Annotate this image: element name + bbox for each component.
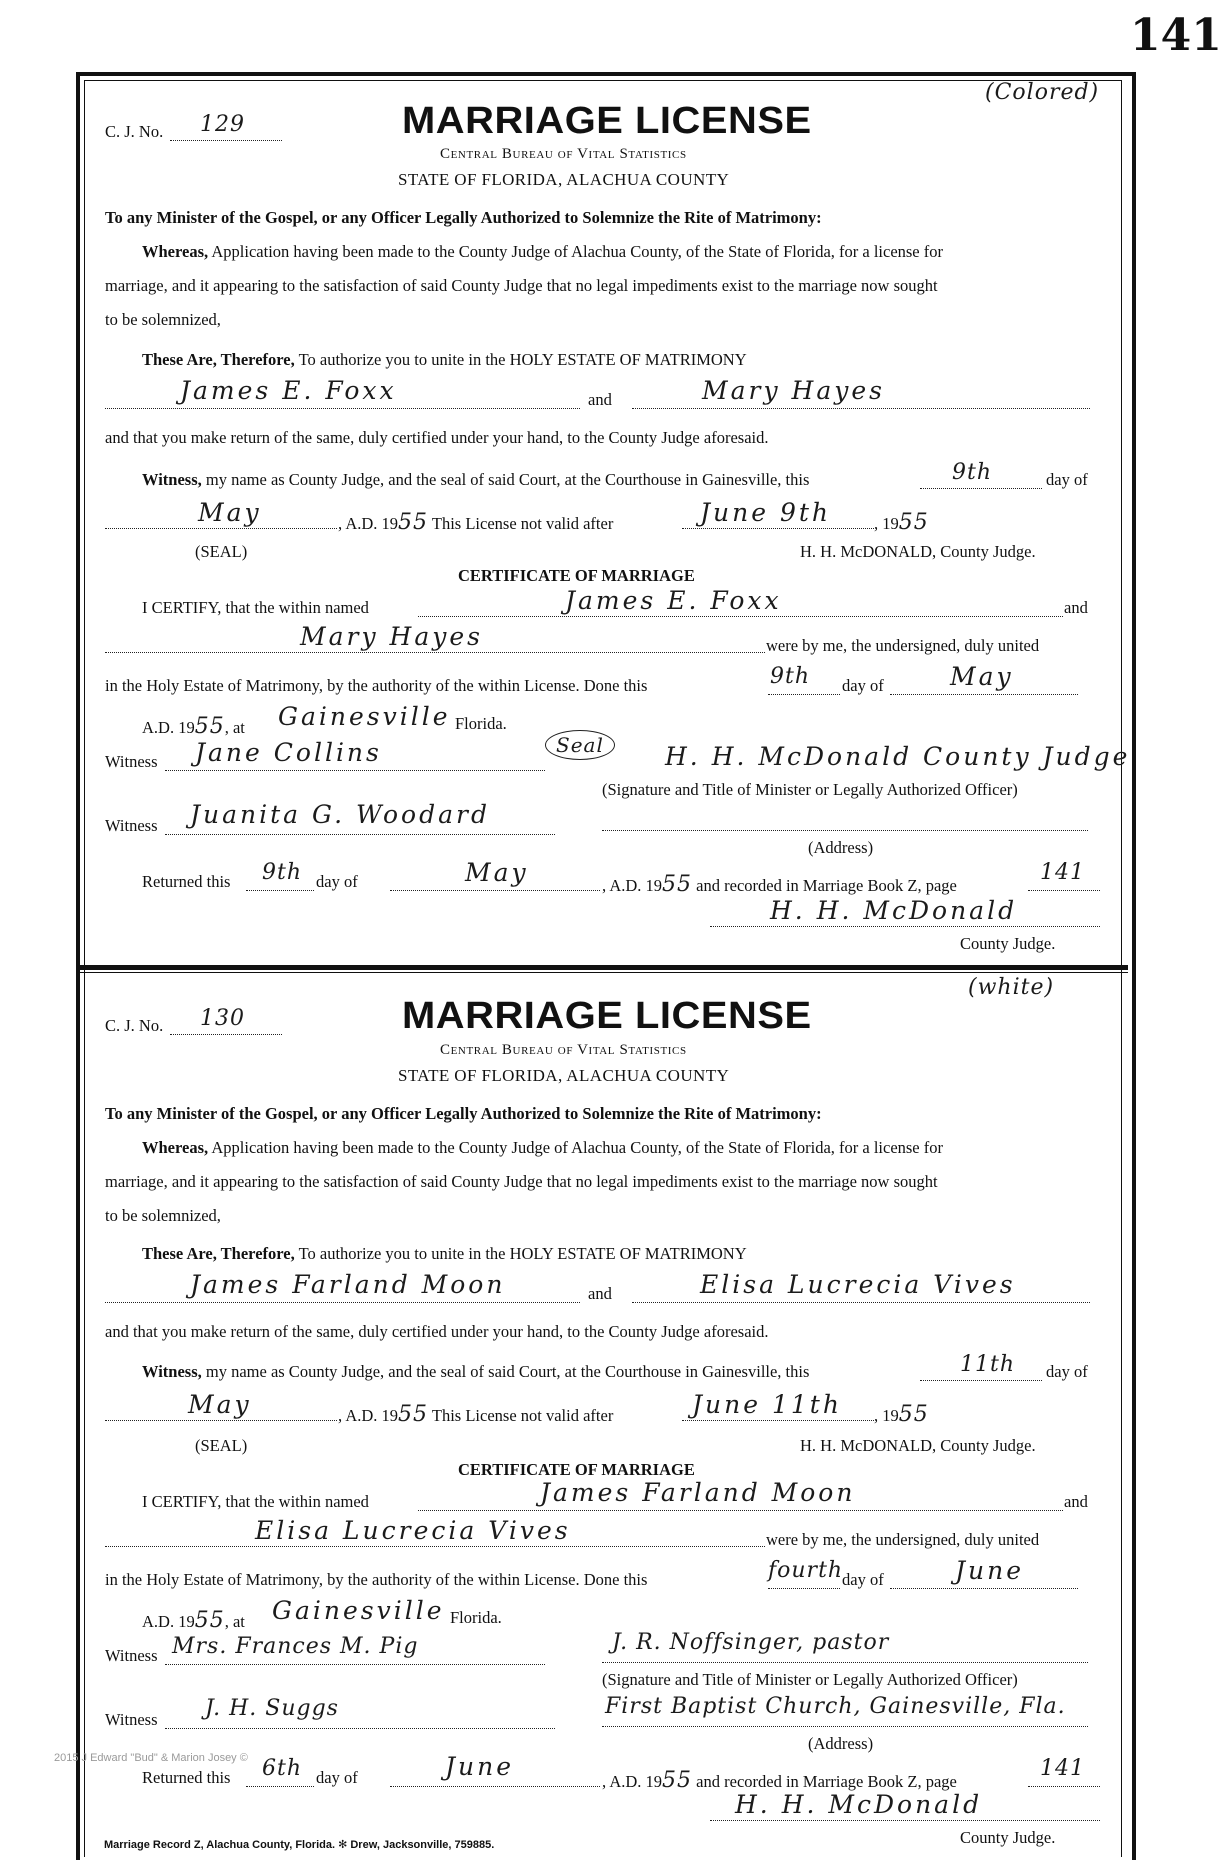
- returned-label: Returned this: [142, 1768, 231, 1787]
- marriage-place: Gainesville: [272, 1596, 445, 1625]
- signature-title-label: (Signature and Title of Minister or Legally Authorized Officer): [602, 780, 1018, 799]
- state-county: STATE OF FLORIDA, ALACHUA COUNTY: [398, 1066, 730, 1085]
- signature-title-label: (Signature and Title of Minister or Legally Authorized Officer): [602, 1670, 1018, 1689]
- cj-number-label: C. J. No.: [105, 122, 164, 141]
- witness2-label: Witness: [105, 816, 158, 835]
- certify-label: I CERTIFY, that the within named: [142, 1492, 369, 1511]
- issue-year: 55: [398, 1402, 429, 1427]
- and-label: and: [588, 390, 612, 409]
- whereas-line-1: Whereas, Application having been made to the County Judge of Alachua County, of the State of Florida, for a license for: [142, 1138, 943, 1157]
- done-month: June: [955, 1556, 1025, 1585]
- united-label: were by me, the undersigned, duly united: [766, 636, 1040, 655]
- done-day-of-label: day of: [842, 676, 884, 695]
- seal-label: (SEAL): [195, 542, 248, 561]
- witness2-name: J. H. Suggs: [205, 1696, 339, 1721]
- license-title: MARRIAGE LICENSE: [402, 995, 812, 1037]
- address-label: (Address): [808, 1734, 874, 1753]
- done-month: May: [950, 662, 1014, 691]
- witness-line: Witness, my name as County Judge, and the seal of said Court, at the Courthouse in Gainesville, this: [142, 470, 810, 489]
- issue-day: 9th: [952, 460, 993, 485]
- cert-bride-name: Elisa Lucrecia Vives: [255, 1516, 571, 1545]
- florida-label: Florida.: [455, 714, 507, 733]
- race-note: (Colored): [985, 80, 1100, 105]
- bureau-name: Central Bureau of Vital Statistics: [440, 1042, 687, 1058]
- whereas-line-1: Whereas, Application having been made to the County Judge of Alachua County, of the State of Florida, for a license for: [142, 242, 943, 261]
- seal-handwritten: Seal: [545, 730, 615, 760]
- issue-year: 55: [398, 510, 429, 535]
- returned-day-of: day of: [316, 872, 358, 891]
- address-handwritten: First Baptist Church, Gainesville, Fla.: [605, 1694, 1066, 1719]
- footer-text: Marriage Record Z, Alachua County, Florida. ✻ Drew, Jacksonville, 759885.: [104, 1839, 495, 1851]
- page-number: 141: [1130, 10, 1222, 61]
- watermark-text: 2015 J Edward "Bud" & Marion Josey ©: [54, 1752, 248, 1764]
- done-year: 55: [194, 714, 225, 739]
- state-county: STATE OF FLORIDA, ALACHUA COUNTY: [398, 170, 730, 189]
- returned-day: 9th: [262, 860, 303, 885]
- returned-label: Returned this: [142, 872, 231, 891]
- done-day: 9th: [770, 664, 811, 689]
- certificate-title: CERTIFICATE OF MARRIAGE: [458, 566, 695, 585]
- returned-day-of: day of: [316, 1768, 358, 1787]
- witness1-label: Witness: [105, 1646, 158, 1665]
- judge-printed: H. H. McDONALD, County Judge.: [800, 1436, 1036, 1455]
- section-divider-thin: [80, 972, 1128, 973]
- returned-year: 55: [662, 1768, 693, 1793]
- done-year: 55: [194, 1608, 225, 1633]
- bride-name: Elisa Lucrecia Vives: [700, 1270, 1016, 1299]
- officiant-signature: H. H. McDonald County Judge: [665, 742, 1131, 771]
- judge-signature: H. H. McDonald: [735, 1790, 983, 1819]
- day-of-label: day of: [1046, 470, 1088, 489]
- ad-label: , A.D. 19: [338, 514, 399, 533]
- issue-day: 11th: [960, 1352, 1016, 1377]
- cert-bride-name: Mary Hayes: [300, 622, 483, 651]
- address-line: To any Minister of the Gospel, or any Officer Legally Authorized to Solemnize the Rite of Matrimony:: [105, 1104, 822, 1123]
- whereas-line-3: to be solemnized,: [105, 310, 221, 329]
- returned-month: May: [465, 858, 529, 887]
- expiry-date: June 9th: [700, 498, 832, 527]
- whereas-line-3: to be solemnized,: [105, 1206, 221, 1225]
- record-page: 141: [1040, 860, 1085, 885]
- whereas-line-2: marriage, and it appearing to the satisfaction of said County Judge that no legal impediments exist to the marriage now sought: [105, 1172, 938, 1191]
- license-title: MARRIAGE LICENSE: [402, 100, 812, 142]
- county-judge-label: County Judge.: [960, 934, 1056, 953]
- cj-number: 129: [200, 112, 245, 137]
- cj-number-label: C. J. No.: [105, 1016, 164, 1035]
- day-of-label: day of: [1046, 1362, 1088, 1381]
- judge-printed: H. H. McDONALD, County Judge.: [800, 542, 1036, 561]
- ad-label: , A.D. 19: [338, 1406, 399, 1425]
- whereas-line-2: marriage, and it appearing to the satisfaction of said County Judge that no legal impediments exist to the marriage now sought: [105, 276, 938, 295]
- return-line: and that you make return of the same, duly certified under your hand, to the County Judge aforesaid.: [105, 428, 769, 447]
- bride-name: Mary Hayes: [702, 376, 885, 405]
- section-divider: [80, 965, 1128, 970]
- county-judge-label: County Judge.: [960, 1828, 1056, 1847]
- expiry-year: 55: [898, 1402, 929, 1427]
- these-are-line: These Are, Therefore, To authorize you to unite in the HOLY ESTATE OF MATRIMONY: [142, 1244, 747, 1263]
- expiry-date: June 11th: [692, 1390, 842, 1419]
- record-page: 141: [1040, 1756, 1085, 1781]
- certify-label: I CERTIFY, that the within named: [142, 598, 369, 617]
- holy-estate-line: in the Holy Estate of Matrimony, by the authority of the within License. Done this: [105, 676, 648, 695]
- certificate-title: CERTIFICATE OF MARRIAGE: [458, 1460, 695, 1479]
- returned-day: 6th: [262, 1756, 303, 1781]
- marriage-place: Gainesville: [278, 702, 451, 731]
- not-valid-label: This License not valid after: [431, 1406, 614, 1425]
- these-are-line: These Are, Therefore, To authorize you to unite in the HOLY ESTATE OF MATRIMONY: [142, 350, 747, 369]
- cert-groom-name: James Farland Moon: [540, 1478, 856, 1507]
- issue-month: May: [188, 1390, 252, 1419]
- cert-and-label: and: [1064, 1492, 1088, 1511]
- not-valid-label: This License not valid after: [431, 514, 614, 533]
- groom-name: James E. Foxx: [180, 376, 397, 405]
- and-label: and: [588, 1284, 612, 1303]
- united-label: were by me, the undersigned, duly united: [766, 1530, 1040, 1549]
- expiry-year: 55: [898, 510, 929, 535]
- done-day: fourth: [768, 1558, 844, 1583]
- witness1-name: Mrs. Frances M. Pig: [172, 1634, 419, 1659]
- returned-month: June: [445, 1752, 515, 1781]
- race-note: (white): [968, 975, 1055, 1000]
- address-line: To any Minister of the Gospel, or any Officer Legally Authorized to Solemnize the Rite of Matrimony:: [105, 208, 822, 227]
- cert-and-label: and: [1064, 598, 1088, 617]
- officiant-signature: J. R. Noffsinger, pastor: [612, 1630, 890, 1655]
- cert-groom-name: James E. Foxx: [565, 586, 782, 615]
- groom-name: James Farland Moon: [190, 1270, 506, 1299]
- done-day-of-label: day of: [842, 1570, 884, 1589]
- return-line: and that you make return of the same, duly certified under your hand, to the County Judge aforesaid.: [105, 1322, 769, 1341]
- witness1-name: Jane Collins: [195, 738, 382, 767]
- judge-signature: H. H. McDonald: [770, 896, 1018, 925]
- address-label: (Address): [808, 838, 874, 857]
- florida-label: Florida.: [450, 1608, 502, 1627]
- seal-label: (SEAL): [195, 1436, 248, 1455]
- returned-year: 55: [662, 872, 693, 897]
- witness2-name: Juanita G. Woodard: [190, 800, 490, 829]
- witness2-label: Witness: [105, 1710, 158, 1729]
- issue-month: May: [198, 498, 262, 527]
- holy-estate-line: in the Holy Estate of Matrimony, by the authority of the within License. Done this: [105, 1570, 648, 1589]
- witness-line: Witness, my name as County Judge, and the seal of said Court, at the Courthouse in Gainesville, this: [142, 1362, 810, 1381]
- witness1-label: Witness: [105, 752, 158, 771]
- cj-number: 130: [200, 1006, 245, 1031]
- bureau-name: Central Bureau of Vital Statistics: [440, 146, 687, 162]
